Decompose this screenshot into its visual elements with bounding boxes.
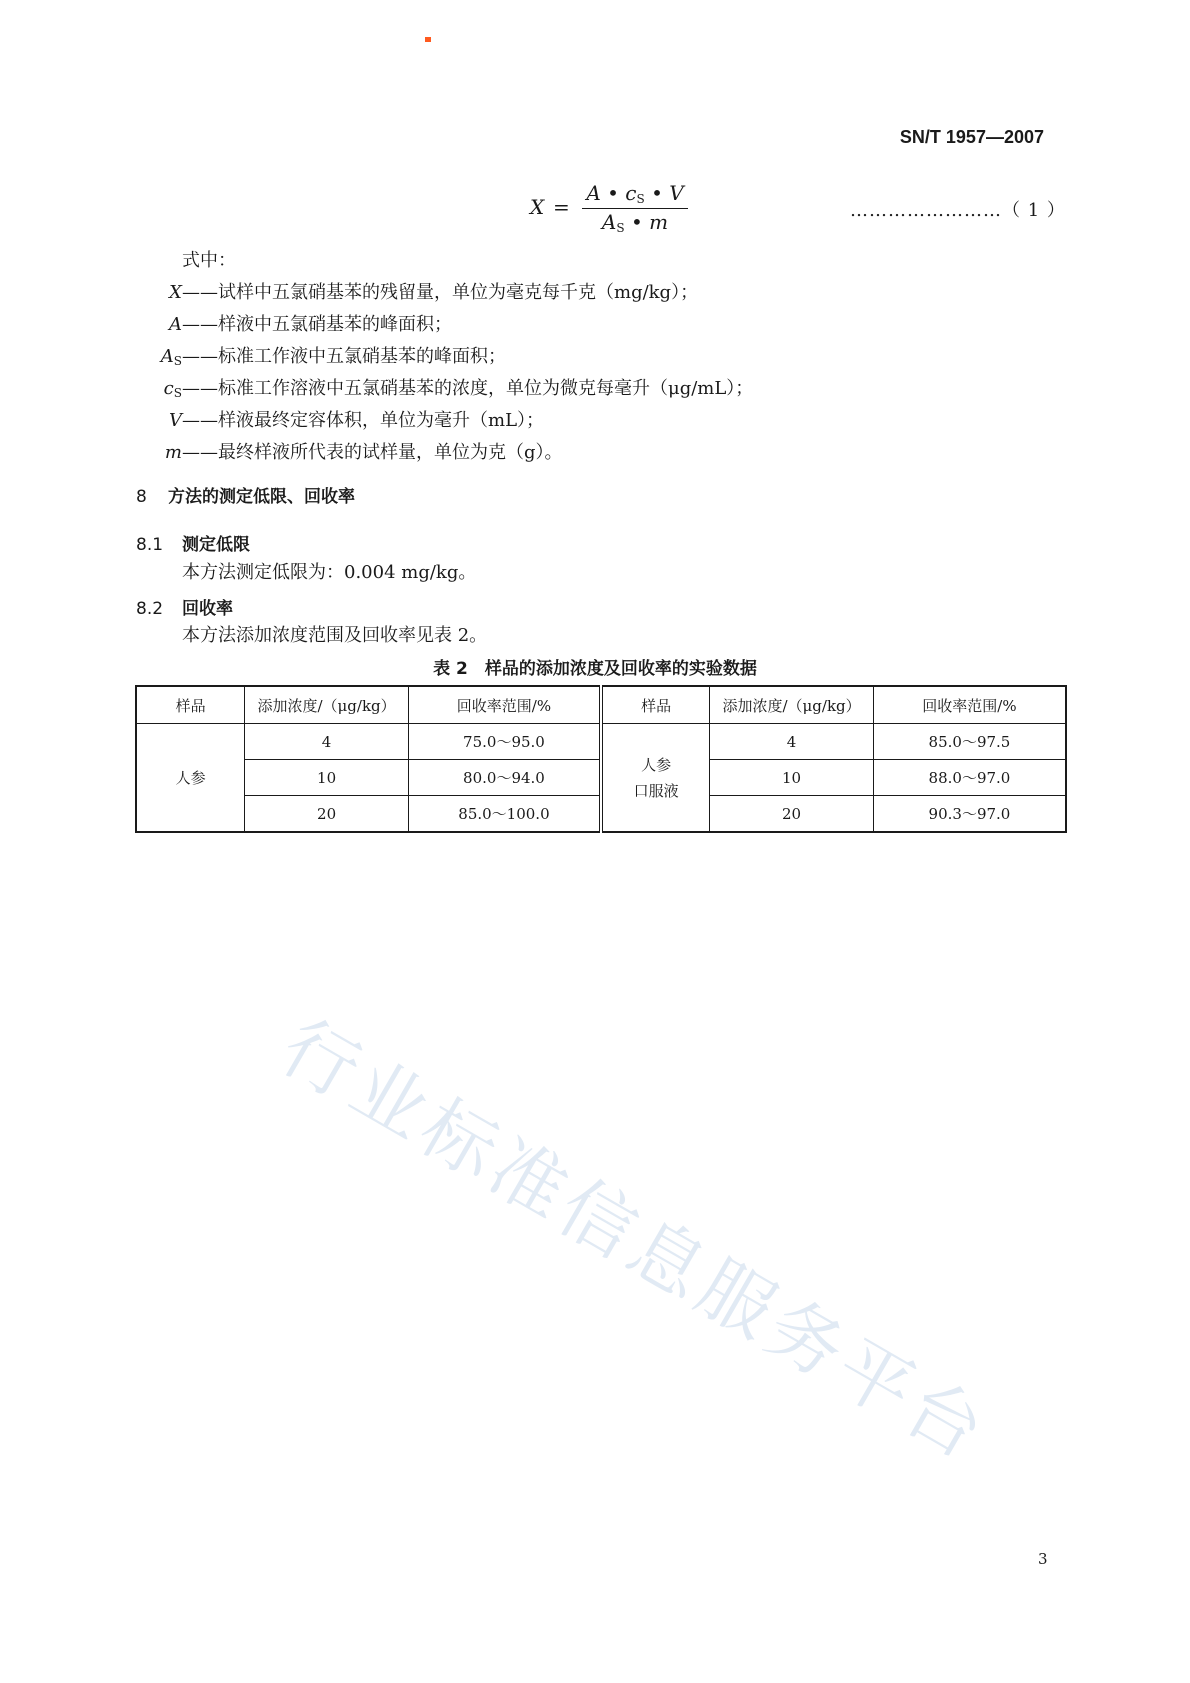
formula-numerator: A • $c_S$ • V	[586, 181, 684, 206]
column-header: 样品	[601, 686, 710, 724]
formula-1	[530, 181, 690, 233]
table-row	[136, 724, 1066, 760]
formula-equals: =	[553, 195, 570, 219]
equation-number: ……………………（ 1 ）	[850, 200, 1066, 221]
table-cell: 10	[710, 760, 874, 796]
table-cell: 90.3～97.0	[873, 796, 1066, 833]
definition-item: m——最终样液所代表的试样量，单位为克（g）。	[164, 442, 563, 463]
table-cell: 88.0～97.0	[873, 760, 1066, 796]
table-cell: 80.0～94.0	[408, 760, 601, 796]
section-8-2-heading: 8.2 回收率	[136, 599, 233, 619]
standard-code: SN/T 1957—2007	[899, 127, 1044, 147]
definition-item: A——样液中五氯硝基苯的峰面积；	[169, 314, 452, 335]
table-cell: 4	[710, 724, 874, 760]
table-header-row	[136, 686, 1066, 724]
column-header: 样品	[136, 686, 245, 724]
formula-lhs: X	[530, 195, 545, 219]
column-header: 添加浓度/（μg/kg）	[245, 686, 409, 724]
table-cell: 4	[245, 724, 409, 760]
where-label: 式中：	[182, 250, 236, 271]
table-caption: 表 2 样品的添加浓度及回收率的实验数据	[433, 659, 757, 679]
table-cell: 85.0～100.0	[408, 796, 601, 833]
definition-item: V——样液最终定容体积，单位为毫升（mL）；	[169, 410, 545, 431]
section-8-heading: 8 方法的测定低限、回收率	[136, 487, 355, 507]
formula-denominator: $A_S$ • m	[601, 210, 669, 235]
definition-list	[126, 283, 753, 475]
table-cell: 20	[245, 796, 409, 833]
table-cell: 85.0～97.5	[873, 724, 1066, 760]
definition-item: cS——标准工作溶液中五氯硝基苯的浓度，单位为微克每毫升（μg/mL）；	[163, 378, 754, 400]
section-8-1-body: 本方法测定低限为：0.004 mg/kg。	[182, 562, 477, 583]
recovery-table	[135, 685, 1067, 833]
column-header: 回收率范围/%	[873, 686, 1066, 724]
right-sample-cell: 人参 口服液	[601, 724, 710, 833]
section-8-1-heading: 8.1 测定低限	[136, 535, 250, 555]
definition-item: AS——标准工作液中五氯硝基苯的峰面积；	[160, 346, 506, 368]
table-cell: 10	[245, 760, 409, 796]
left-sample-cell: 人参	[136, 724, 245, 833]
column-header: 回收率范围/%	[408, 686, 601, 724]
table-cell: 75.0～95.0	[408, 724, 601, 760]
page-number: 3	[1038, 1550, 1048, 1568]
section-8-2-body: 本方法添加浓度范围及回收率见表 2。	[182, 625, 488, 646]
definition-item: X——试样中五氯硝基苯的残留量，单位为毫克每千克（mg/kg）；	[169, 282, 699, 303]
orange-mark	[425, 37, 431, 42]
fraction-bar	[582, 208, 688, 209]
column-header: 添加浓度/（μg/kg）	[710, 686, 874, 724]
table-cell: 20	[710, 796, 874, 833]
watermark: 行业标准信息服务平台	[267, 1003, 1003, 1479]
